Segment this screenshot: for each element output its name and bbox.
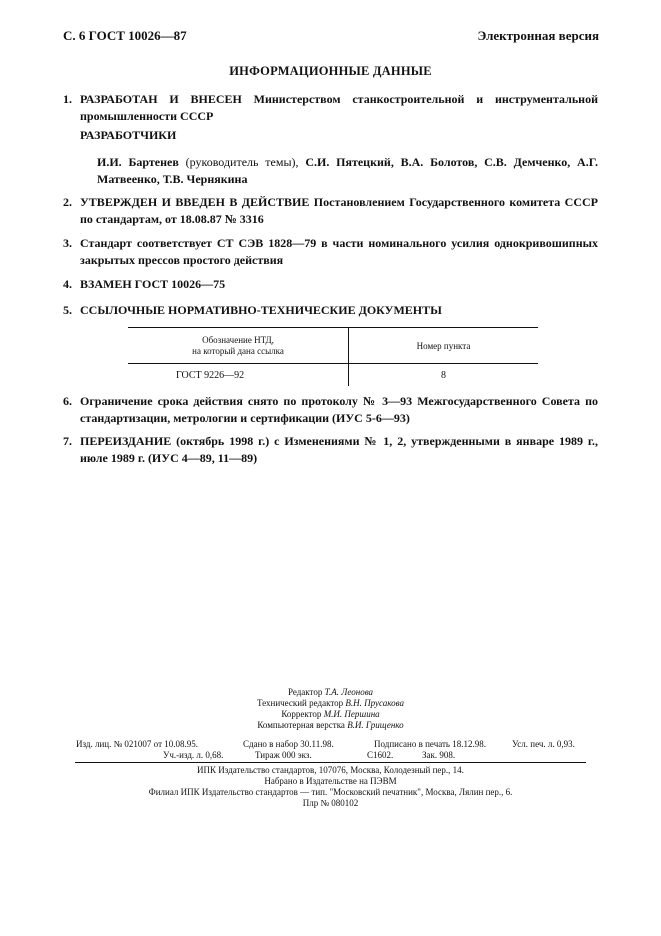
imprint-submitted: Сдано в набор 30.11.98. bbox=[243, 739, 334, 749]
item-text: ВЗАМЕН ГОСТ 10026—75 bbox=[80, 277, 226, 291]
item-number: 5. bbox=[63, 303, 72, 317]
imprint-print-sheets: Усл. печ. л. 0,93. bbox=[512, 739, 575, 749]
item-number: 6. bbox=[63, 394, 72, 408]
item-text: Стандарт соответствует СТ СЭВ 1828—79 в части номинального усилия однокривошипных закрытых прессов простого действия bbox=[80, 236, 598, 267]
developer-lead-role: (руководитель темы), bbox=[178, 155, 306, 169]
corrector-label: Корректор bbox=[281, 709, 324, 719]
column-header-clause: Номер пункта bbox=[349, 328, 539, 364]
imprint-run: Тираж 000 экз. bbox=[255, 750, 312, 760]
corrector-name: М.И. Першина bbox=[323, 709, 380, 719]
tech-editor-label: Технический редактор bbox=[256, 698, 346, 708]
info-item-3 bbox=[63, 235, 598, 269]
table-header-row bbox=[128, 328, 538, 364]
developers-heading: РАЗРАБОТЧИКИ bbox=[80, 128, 177, 142]
imprint-pub-sheets: Уч.-изд. л. 0,68. bbox=[163, 750, 224, 760]
imprint-plr: Плр № 080102 bbox=[302, 798, 359, 808]
layout-label: Компьютерная верстка bbox=[257, 720, 348, 730]
developer-lead-name: И.И. Бартенев bbox=[97, 155, 179, 169]
item-text: РАЗРАБОТАН И ВНЕСЕН Министерством станкостроительной и инструментальной промышленности СССР bbox=[80, 92, 598, 123]
table-row bbox=[128, 364, 538, 387]
ntd-reference-table bbox=[128, 327, 538, 386]
imprint-corrector bbox=[0, 709, 661, 719]
imprint-license: Изд. лиц. № 021007 от 10.08.95. bbox=[76, 739, 198, 749]
imprint-branch: Филиал ИПК Издательство стандартов — тип. "Московский печатник", Москва, Лялин пер., 6. bbox=[148, 787, 513, 797]
imprint-signed: Подписано в печать 18.12.98. bbox=[374, 739, 487, 749]
imprint-typeset: Набрано в Издательстве на ПЭВМ bbox=[264, 776, 397, 786]
info-item-6 bbox=[63, 393, 598, 427]
tech-editor-name: В.Н. Прусакова bbox=[345, 698, 405, 708]
table-cell-document: ГОСТ 9226—92 bbox=[128, 364, 349, 387]
column-header-document bbox=[128, 328, 349, 364]
item-text: ПЕРЕИЗДАНИЕ (октябрь 1998 г.) с Изменениями № 1, 2, утвержденными в январе 1989 г., июле 1989 г. (ИУС 4—89, 11—89) bbox=[80, 434, 598, 465]
item-number: 3. bbox=[63, 236, 72, 250]
column-header-document-line1: Обозначение НТД, bbox=[202, 334, 274, 345]
item-text: УТВЕРЖДЕН И ВВЕДЕН В ДЕЙСТВИЕ Постановлением Государственного комитета СССР по стандартам, от 18.08.87 № 3316 bbox=[80, 195, 598, 226]
item-number: 4. bbox=[63, 277, 72, 291]
editor-label: Редактор bbox=[287, 687, 325, 697]
item-number: 7. bbox=[63, 434, 72, 448]
info-item-1 bbox=[63, 91, 598, 125]
developers-list bbox=[97, 154, 598, 188]
imprint-publisher: ИПК Издательство стандартов, 107076, Москва, Колодезный пер., 14. bbox=[197, 765, 464, 775]
imprint-layout bbox=[0, 720, 661, 730]
item-number: 2. bbox=[63, 195, 72, 209]
imprint-code: С1602. bbox=[367, 750, 394, 760]
info-item-5 bbox=[63, 302, 598, 319]
info-item-4 bbox=[63, 276, 598, 293]
imprint-divider bbox=[75, 762, 586, 763]
page-header-version: Электронная версия bbox=[477, 28, 599, 43]
info-item-2 bbox=[63, 194, 598, 228]
layout-name: В.И. Грищенко bbox=[347, 720, 404, 730]
page-header-standard: С. 6 ГОСТ 10026—87 bbox=[63, 28, 187, 43]
imprint-editor bbox=[0, 687, 661, 697]
editor-name: Т.А. Леонова bbox=[324, 687, 374, 697]
item-text: Ограничение срока действия снято по протоколу № 3—93 Межгосударственного Совета по стандартизации, метрологии и сертификации (ИУС 5-6—93) bbox=[80, 394, 598, 425]
table-cell-clause: 8 bbox=[441, 369, 446, 381]
developer-others: С.И. Пятецкий, В.А. Болотов, С.В. Демченко, А.Г. Матвеенко, Т.В. Чернякина bbox=[97, 155, 599, 186]
item-text: ССЫЛОЧНЫЕ НОРМАТИВНО-ТЕХНИЧЕСКИЕ ДОКУМЕНТЫ bbox=[80, 303, 442, 317]
section-title: ИНФОРМАЦИОННЫЕ ДАННЫЕ bbox=[229, 64, 432, 78]
imprint-tech-editor bbox=[0, 698, 661, 708]
column-header-document-line2: на который дана ссылка bbox=[192, 345, 284, 356]
info-item-7 bbox=[63, 433, 598, 467]
item-number: 1. bbox=[63, 92, 72, 106]
imprint-order: Зак. 908. bbox=[422, 750, 456, 760]
